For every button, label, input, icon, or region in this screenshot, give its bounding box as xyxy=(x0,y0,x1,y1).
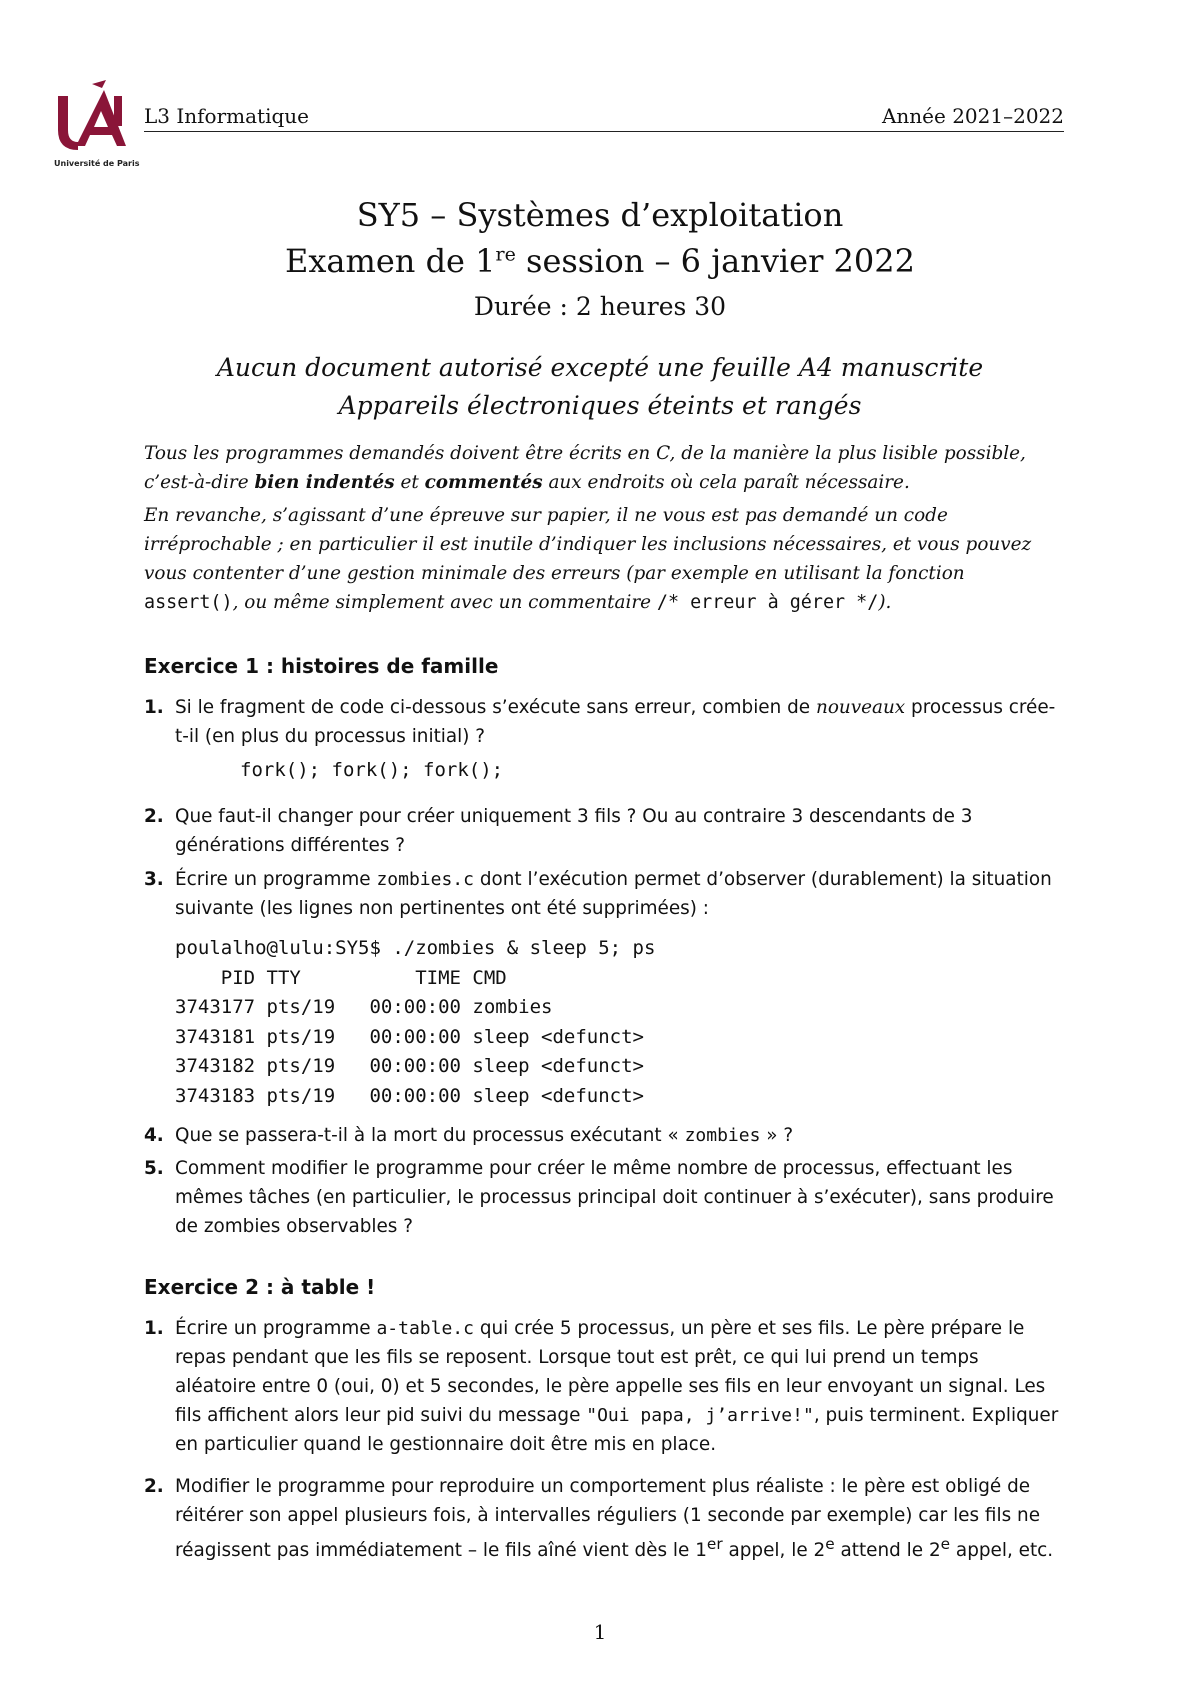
rules-line-1: Aucun document autorisé excepté une feuille A4 manuscrite xyxy=(216,353,984,382)
terminal-line: 3743182 pts/19 00:00:00 sleep <defunct> xyxy=(175,1055,644,1077)
exam-title: SY5 – Systèmes d’exploitation xyxy=(356,196,844,234)
question-number: 4. xyxy=(144,1125,164,1146)
university-logo-icon xyxy=(54,80,140,172)
exercise-1-question-2: 2. Que faut-il changer pour créer uniquement 3 fils ? Ou au contraire 3 descendants de 3 générations différentes ? xyxy=(144,802,1064,860)
exercise-1-question-3: 3. Écrire un programme zombies.c dont l’exécution permet d’observer (durablement) la situation suivante (les lignes non pertinentes ont été supprimées) : xyxy=(144,865,1064,923)
exercise-1-question-1: 1. Si le fragment de code ci-dessous s’exécute sans erreur, combien de nouveaux processus crée-t-il (en plus du processus initial) ? xyxy=(144,693,1064,751)
university-logo xyxy=(54,80,140,172)
question-number: 5. xyxy=(144,1158,164,1179)
exercise-2-heading: Exercice 2 : à table ! xyxy=(144,1275,376,1299)
exercise-2-question-2: 2. Modifier le programme pour reproduire un comportement plus réaliste : le père est obligé de réitérer son appel plusieurs fois, à intervalles réguliers (1 seconde par exemple) car les fils ne réagissent pas immédiatement – le fils aîné vient dès le 1er appel, le 2e attend le 2e appel, etc. xyxy=(144,1472,1064,1565)
terminal-line: poulalho@lulu:SY5$ ./zombies & sleep 5; ps xyxy=(175,937,656,959)
exercise-1-heading: Exercice 1 : histoires de famille xyxy=(144,654,499,678)
question-number: 2. xyxy=(144,806,164,827)
terminal-output xyxy=(175,934,655,1111)
terminal-line: 3743177 pts/19 00:00:00 zombies xyxy=(175,996,553,1018)
fork-code-snippet: fork(); fork(); fork(); xyxy=(240,759,504,781)
svg-text:Université de Paris: Université de Paris xyxy=(54,159,140,168)
exercise-2-question-1: 1. Écrire un programme a-table.c qui crée 5 processus, un père et ses fils. Le père prépare le repas pendant que les fils se reposent. Lorsque tout est prêt, ce qui lui prend un temps aléatoire entre 0 (oui, 0) et 5 secondes, le père appelle ses fils en leur envoyant un signal. Les fils affichent alors leur pid suivi du message "Oui papa, j’arrive!", puis terminent. Expliquer en particulier quand le gestionnaire doit être mis en place. xyxy=(144,1314,1064,1459)
intro-paragraph-2: En revanche, s’agissant d’une épreuve sur papier, il ne vous est pas demandé un code irréprochable ; en particulier il est inutile d’indiquer les inclusions nécessaires, et vous pouvez vous contenter d’une gestion minimale des erreurs (par exemple en utilisant la fonction assert(), ou même simplement avec un commentaire /* erreur à gérer */). xyxy=(144,505,1032,613)
intro-paragraph-1: Tous les programmes demandés doivent être écrits en C, de la manière la plus lisible possible, c’est-à-dire bien indentés et commentés aux endroits où cela paraît nécessaire. xyxy=(144,443,1026,493)
question-number: 1. xyxy=(144,697,164,718)
terminal-line: 3743183 pts/19 00:00:00 sleep <defunct> xyxy=(175,1084,644,1107)
exam-session: Examen de 1re session – 6 janvier 2022 xyxy=(285,242,915,280)
header-rule xyxy=(144,131,1064,132)
question-number: 3. xyxy=(144,869,164,890)
terminal-line: PID TTY TIME CMD xyxy=(175,966,507,989)
exercise-1-question-5: 5. Comment modifier le programme pour créer le même nombre de processus, effectuant les mêmes tâches (en particulier, le processus principal doit continuer à s’exécuter), sans produire de zombies observables ? xyxy=(144,1154,1064,1241)
rules-line-2: Appareils électroniques éteints et rangés xyxy=(338,391,862,420)
question-number: 1. xyxy=(144,1318,164,1339)
page-number: 1 xyxy=(593,1620,607,1644)
terminal-line: 3743181 pts/19 00:00:00 sleep <defunct> xyxy=(175,1025,644,1048)
exam-duration: Durée : 2 heures 30 xyxy=(473,292,727,321)
question-number: 2. xyxy=(144,1476,164,1497)
year-label: Année 2021–2022 xyxy=(881,104,1064,128)
exercise-1-question-4: 4. Que se passera-t-il à la mort du processus exécutant « zombies » ? xyxy=(144,1121,1064,1150)
course-label: L3 Informatique xyxy=(144,104,309,128)
